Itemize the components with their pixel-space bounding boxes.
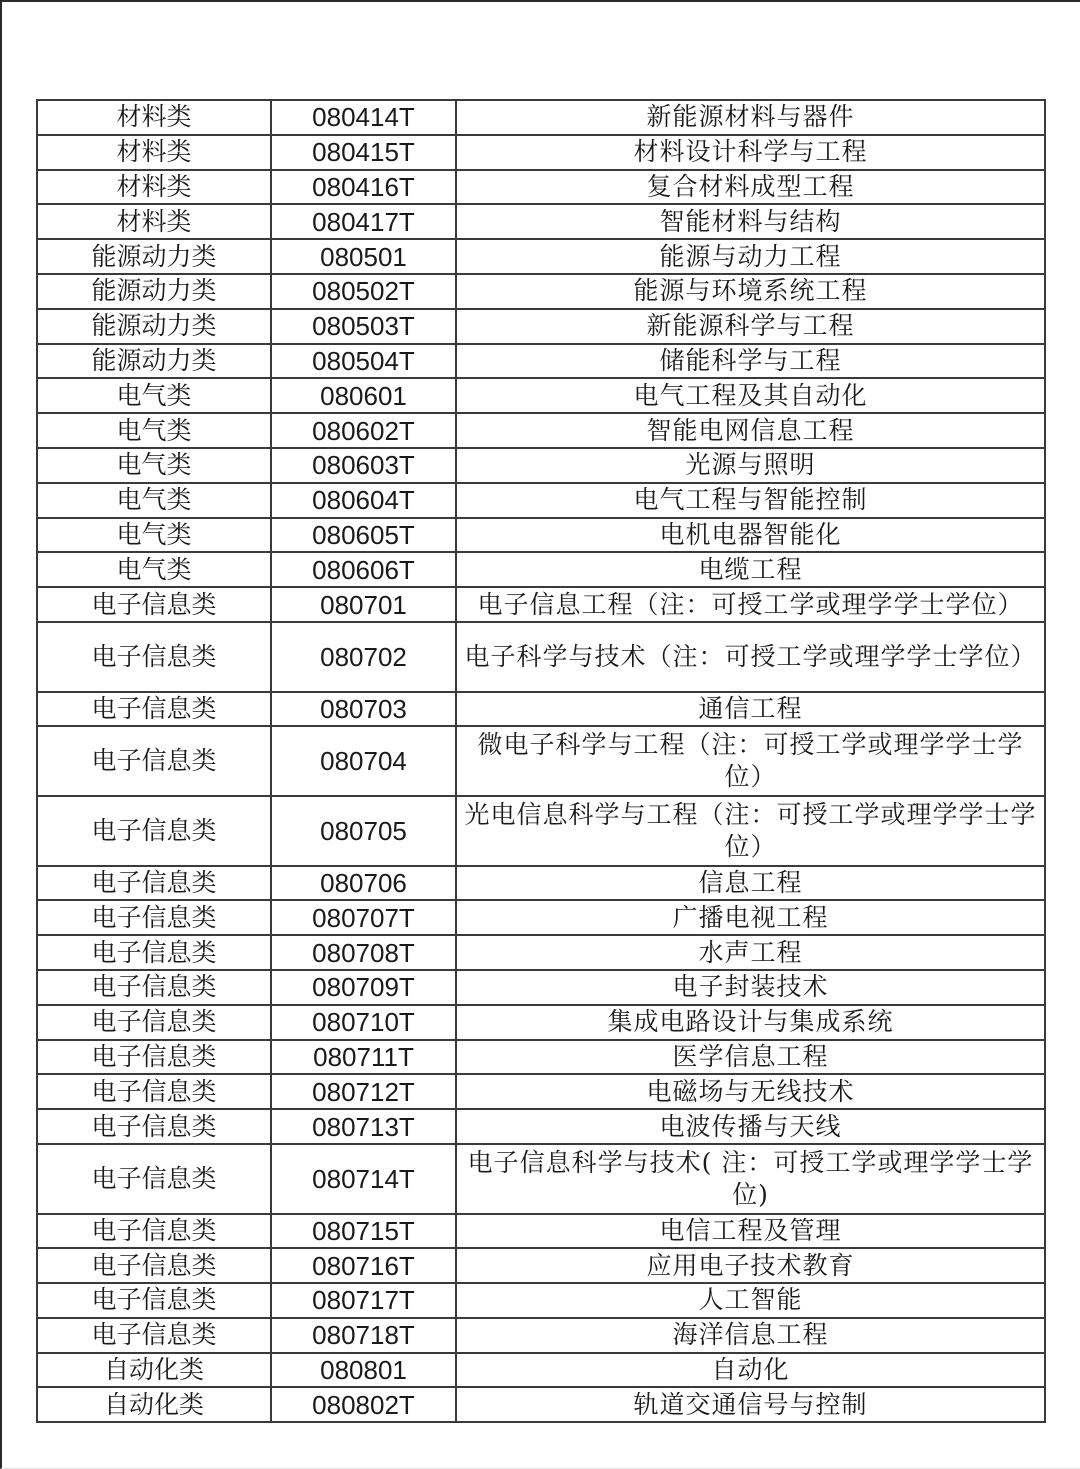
category-cell: 电气类 bbox=[37, 413, 271, 448]
category-cell: 电子信息类 bbox=[37, 1248, 271, 1283]
table-row bbox=[37, 726, 1045, 796]
code-cell: 080801 bbox=[271, 1353, 456, 1388]
table-row bbox=[37, 239, 1045, 274]
table-row bbox=[37, 170, 1045, 205]
code-cell: 080602T bbox=[271, 413, 456, 448]
code-cell: 080709T bbox=[271, 970, 456, 1005]
category-cell: 电子信息类 bbox=[37, 935, 271, 970]
major-name-cell: 电气工程及其自动化 bbox=[456, 378, 1045, 413]
code-cell: 080415T bbox=[271, 135, 456, 170]
major-name-cell: 新能源科学与工程 bbox=[456, 309, 1045, 344]
table-row bbox=[37, 413, 1045, 448]
table-row bbox=[37, 692, 1045, 727]
major-name-cell: 电机电器智能化 bbox=[456, 518, 1045, 553]
table-row bbox=[37, 448, 1045, 483]
category-cell: 自动化类 bbox=[37, 1387, 271, 1422]
code-cell: 080503T bbox=[271, 309, 456, 344]
major-name-cell: 电子信息科学与技术( 注：可授工学或理学学士学位) bbox=[456, 1144, 1045, 1214]
code-cell: 080704 bbox=[271, 726, 456, 796]
code-cell: 080712T bbox=[271, 1074, 456, 1109]
category-cell: 电气类 bbox=[37, 483, 271, 518]
major-name-cell: 电子封装技术 bbox=[456, 970, 1045, 1005]
major-name-cell: 新能源材料与器件 bbox=[456, 100, 1045, 135]
table-row bbox=[37, 378, 1045, 413]
major-name-cell: 电气工程与智能控制 bbox=[456, 483, 1045, 518]
code-cell: 080710T bbox=[271, 1005, 456, 1040]
code-cell: 080604T bbox=[271, 483, 456, 518]
table-row bbox=[37, 1248, 1045, 1283]
table-row bbox=[37, 900, 1045, 935]
code-cell: 080707T bbox=[271, 900, 456, 935]
code-cell: 080718T bbox=[271, 1318, 456, 1353]
code-cell: 080714T bbox=[271, 1144, 456, 1214]
category-cell: 电子信息类 bbox=[37, 1074, 271, 1109]
major-name-cell: 医学信息工程 bbox=[456, 1040, 1045, 1075]
table-row bbox=[37, 1144, 1045, 1214]
code-cell: 080416T bbox=[271, 170, 456, 205]
category-cell: 材料类 bbox=[37, 100, 271, 135]
major-name-cell: 电波传播与天线 bbox=[456, 1109, 1045, 1144]
table-row bbox=[37, 1353, 1045, 1388]
category-cell: 自动化类 bbox=[37, 1353, 271, 1388]
table-row bbox=[37, 796, 1045, 866]
code-cell: 080701 bbox=[271, 587, 456, 622]
category-cell: 电子信息类 bbox=[37, 1109, 271, 1144]
major-name-cell: 人工智能 bbox=[456, 1283, 1045, 1318]
major-name-cell: 海洋信息工程 bbox=[456, 1318, 1045, 1353]
code-cell: 080502T bbox=[271, 274, 456, 309]
major-name-cell: 复合材料成型工程 bbox=[456, 170, 1045, 205]
code-cell: 080504T bbox=[271, 344, 456, 379]
table-row bbox=[37, 1074, 1045, 1109]
category-cell: 电气类 bbox=[37, 518, 271, 553]
table-row bbox=[37, 309, 1045, 344]
table-row bbox=[37, 1109, 1045, 1144]
category-cell: 电气类 bbox=[37, 552, 271, 587]
category-cell: 电气类 bbox=[37, 378, 271, 413]
category-cell: 电子信息类 bbox=[37, 1214, 271, 1249]
code-cell: 080708T bbox=[271, 935, 456, 970]
table-body bbox=[37, 100, 1045, 1422]
major-name-cell: 材料设计科学与工程 bbox=[456, 135, 1045, 170]
code-cell: 080716T bbox=[271, 1248, 456, 1283]
major-name-cell: 水声工程 bbox=[456, 935, 1045, 970]
major-name-cell: 电磁场与无线技术 bbox=[456, 1074, 1045, 1109]
major-catalog-table bbox=[36, 99, 1046, 1423]
category-cell: 电子信息类 bbox=[37, 1040, 271, 1075]
code-cell: 080603T bbox=[271, 448, 456, 483]
table-row bbox=[37, 1214, 1045, 1249]
code-cell: 080417T bbox=[271, 204, 456, 239]
table-row bbox=[37, 552, 1045, 587]
category-cell: 电气类 bbox=[37, 448, 271, 483]
table-row bbox=[37, 1040, 1045, 1075]
table-row bbox=[37, 622, 1045, 692]
category-cell: 电子信息类 bbox=[37, 1283, 271, 1318]
code-cell: 080601 bbox=[271, 378, 456, 413]
major-name-cell: 电信工程及管理 bbox=[456, 1214, 1045, 1249]
table-row bbox=[37, 1387, 1045, 1422]
code-cell: 080605T bbox=[271, 518, 456, 553]
code-cell: 080703 bbox=[271, 692, 456, 727]
major-name-cell: 电子科学与技术（注：可授工学或理学学士学位） bbox=[456, 622, 1045, 692]
major-name-cell: 智能电网信息工程 bbox=[456, 413, 1045, 448]
category-cell: 电子信息类 bbox=[37, 1005, 271, 1040]
code-cell: 080705 bbox=[271, 796, 456, 866]
code-cell: 080606T bbox=[271, 552, 456, 587]
table-row bbox=[37, 1283, 1045, 1318]
major-name-cell: 光电信息科学与工程（注：可授工学或理学学士学位） bbox=[456, 796, 1045, 866]
category-cell: 能源动力类 bbox=[37, 309, 271, 344]
code-cell: 080802T bbox=[271, 1387, 456, 1422]
category-cell: 电子信息类 bbox=[37, 796, 271, 866]
category-cell: 能源动力类 bbox=[37, 344, 271, 379]
code-cell: 080715T bbox=[271, 1214, 456, 1249]
category-cell: 电子信息类 bbox=[37, 622, 271, 692]
code-cell: 080717T bbox=[271, 1283, 456, 1318]
code-cell: 080706 bbox=[271, 866, 456, 901]
category-cell: 电子信息类 bbox=[37, 900, 271, 935]
category-cell: 电子信息类 bbox=[37, 692, 271, 727]
code-cell: 080713T bbox=[271, 1109, 456, 1144]
major-name-cell: 自动化 bbox=[456, 1353, 1045, 1388]
category-cell: 能源动力类 bbox=[37, 239, 271, 274]
major-name-cell: 储能科学与工程 bbox=[456, 344, 1045, 379]
major-name-cell: 轨道交通信号与控制 bbox=[456, 1387, 1045, 1422]
table-row bbox=[37, 100, 1045, 135]
table-row bbox=[37, 587, 1045, 622]
major-name-cell: 能源与动力工程 bbox=[456, 239, 1045, 274]
table-row bbox=[37, 274, 1045, 309]
category-cell: 电子信息类 bbox=[37, 970, 271, 1005]
table-row bbox=[37, 1005, 1045, 1040]
table-row bbox=[37, 518, 1045, 553]
category-cell: 材料类 bbox=[37, 204, 271, 239]
table-row bbox=[37, 1318, 1045, 1353]
table-row bbox=[37, 935, 1045, 970]
category-cell: 材料类 bbox=[37, 170, 271, 205]
table-row bbox=[37, 204, 1045, 239]
major-name-cell: 信息工程 bbox=[456, 866, 1045, 901]
major-name-cell: 能源与环境系统工程 bbox=[456, 274, 1045, 309]
category-cell: 能源动力类 bbox=[37, 274, 271, 309]
code-cell: 080702 bbox=[271, 622, 456, 692]
category-cell: 电子信息类 bbox=[37, 1144, 271, 1214]
category-cell: 电子信息类 bbox=[37, 587, 271, 622]
category-cell: 电子信息类 bbox=[37, 726, 271, 796]
category-cell: 材料类 bbox=[37, 135, 271, 170]
table-row bbox=[37, 970, 1045, 1005]
table-row bbox=[37, 483, 1045, 518]
major-name-cell: 智能材料与结构 bbox=[456, 204, 1045, 239]
table-row bbox=[37, 344, 1045, 379]
major-name-cell: 应用电子技术教育 bbox=[456, 1248, 1045, 1283]
category-cell: 电子信息类 bbox=[37, 866, 271, 901]
major-name-cell: 微电子科学与工程（注：可授工学或理学学士学位） bbox=[456, 726, 1045, 796]
category-cell: 电子信息类 bbox=[37, 1318, 271, 1353]
table-row bbox=[37, 866, 1045, 901]
major-name-cell: 广播电视工程 bbox=[456, 900, 1045, 935]
code-cell: 080414T bbox=[271, 100, 456, 135]
major-name-cell: 光源与照明 bbox=[456, 448, 1045, 483]
code-cell: 080501 bbox=[271, 239, 456, 274]
major-name-cell: 通信工程 bbox=[456, 692, 1045, 727]
major-name-cell: 电子信息工程（注：可授工学或理学学士学位） bbox=[456, 587, 1045, 622]
code-cell: 080711T bbox=[271, 1040, 456, 1075]
major-name-cell: 集成电路设计与集成系统 bbox=[456, 1005, 1045, 1040]
table-row bbox=[37, 135, 1045, 170]
major-name-cell: 电缆工程 bbox=[456, 552, 1045, 587]
